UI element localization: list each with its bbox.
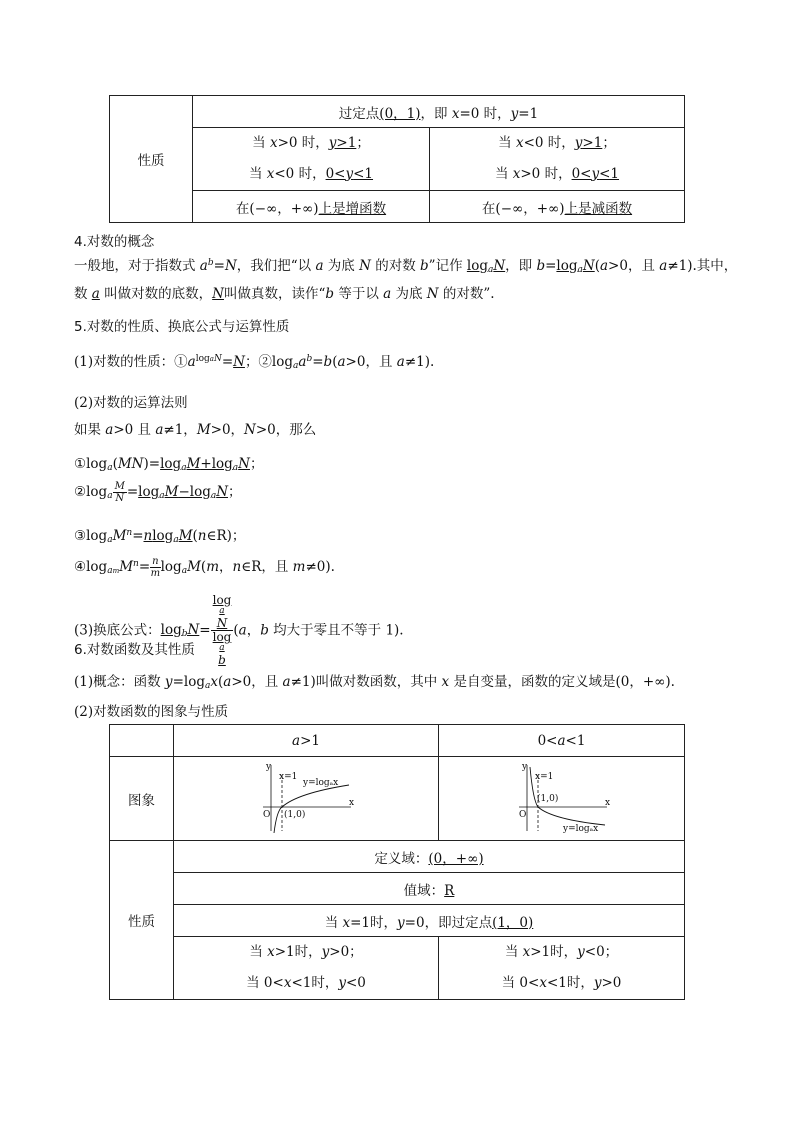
col-a-lt-1: 0<a<1 xyxy=(439,725,685,757)
section4-para1: 一般地，对于指数式 $a^b=N$，我们把“以 a 为底 N 的对数 b”记作 $\log_aN$，即 $b=\log_aN(a>0$，且 a≠1).其中， xyxy=(74,258,738,275)
log-rule-1: $①\log_a(MN)=\log_aM+\log_aN$； xyxy=(74,456,264,473)
graph2-y-label: y xyxy=(521,761,527,772)
log-rule-3: $③\log_aM^n=nlog_aM(n\in R)$； xyxy=(74,528,246,545)
graph1-y-label: y xyxy=(266,761,272,772)
log-function-table xyxy=(109,724,685,1000)
exp-right-mono: 在(−∞，+∞)上是减函数 xyxy=(430,191,685,223)
section6-title: 6.对数函数及其性质 xyxy=(74,642,195,658)
log-domain: 定义域：(0，+∞) xyxy=(174,841,685,873)
graph1-point-label: (1,0) xyxy=(284,809,306,820)
log-rule-2: $②\log_a$ $\frac{M}{N}$ $=\log_aM-\log_aN$； xyxy=(74,481,242,504)
graph1-x1-label: x=1 xyxy=(279,771,298,782)
exp-right-cell: 当 x<0 时，y>1； 当 x>0 时，0<y<1 xyxy=(430,128,685,191)
log-left-cell: 当 x>1时，y>0； 当 0<x<1时，y<0 xyxy=(174,937,439,1000)
graph-decreasing xyxy=(439,757,685,841)
log-prop-label: 性质 xyxy=(110,841,174,1000)
log-rules-title: (2)对数的运算法则 xyxy=(74,395,188,411)
log-graph-increasing xyxy=(251,759,361,835)
graph1-curve-label: y=logₐx xyxy=(303,777,339,788)
exp-left-cell: 当 x>0 时，y>1； 当 x<0 时，0<y<1 xyxy=(193,128,430,191)
header-empty xyxy=(110,725,174,757)
log-graph-decreasing xyxy=(507,759,617,835)
section5-title: 5.对数的性质、换底公式与运算性质 xyxy=(74,319,290,335)
graph1-x-label: x xyxy=(349,797,355,808)
log-function-concept: (1)概念：函数 $y=\log_ax(a>0$，且 a≠1)叫做对数函数，其中 x 是自变量，函数的定义域是(0，+∞). xyxy=(74,674,675,691)
log-graph-title: (2)对数函数的图象与性质 xyxy=(74,704,229,720)
graph2-x-label: x xyxy=(604,797,610,808)
log-range: 值域：R xyxy=(174,873,685,905)
graph2-x1-label: x=1 xyxy=(534,771,553,782)
graph-label: 图象 xyxy=(110,757,174,841)
graph2-origin-label: O xyxy=(518,809,526,820)
exp-prop-label: 性质 xyxy=(110,96,193,223)
col-a-gt-1: a>1 xyxy=(174,725,439,757)
change-of-base: (3)换底公式：$\log_bN=$ log a N log a b (a，b 均大于零且不等于 1). xyxy=(74,593,404,668)
graph1-origin-label: O xyxy=(263,809,271,820)
graph2-curve-label: y=logₐx xyxy=(562,823,598,834)
exp-left-mono: 在(−∞，+∞)上是增函数 xyxy=(193,191,430,223)
log-rule-4: $④\log_{am}M^n=$ $\frac{n}{m}$ $\log_aM(m$，n∈R，且 m≠0). xyxy=(74,556,335,579)
log-fixed-point: 当 x=1时，y=0，即过定点(1，0) xyxy=(174,905,685,937)
log-right-cell: 当 x>1时，y<0； 当 0<x<1时，y>0 xyxy=(439,937,685,1000)
graph-increasing xyxy=(174,757,439,841)
log-rules-condition: 如果 a>0 且 a≠1，M>0，N>0，那么 xyxy=(74,422,317,438)
graph2-point-label: (1,0) xyxy=(536,793,558,804)
exp-fixed-point: 过定点(0，1)，即 x=0 时，y=1 xyxy=(193,96,685,128)
exp-properties-table xyxy=(109,95,685,223)
section4-title: 4.对数的概念 xyxy=(74,234,155,250)
log-properties: (1)对数的性质：$①a^{logaN}=N$；$②\log_aa^b=b(a>0$，且 a≠1). xyxy=(74,354,435,371)
section4-para2: 数 a 叫做对数的底数，N叫做真数，读作“b 等于以 a 为底 N 的对数”. xyxy=(74,286,495,302)
